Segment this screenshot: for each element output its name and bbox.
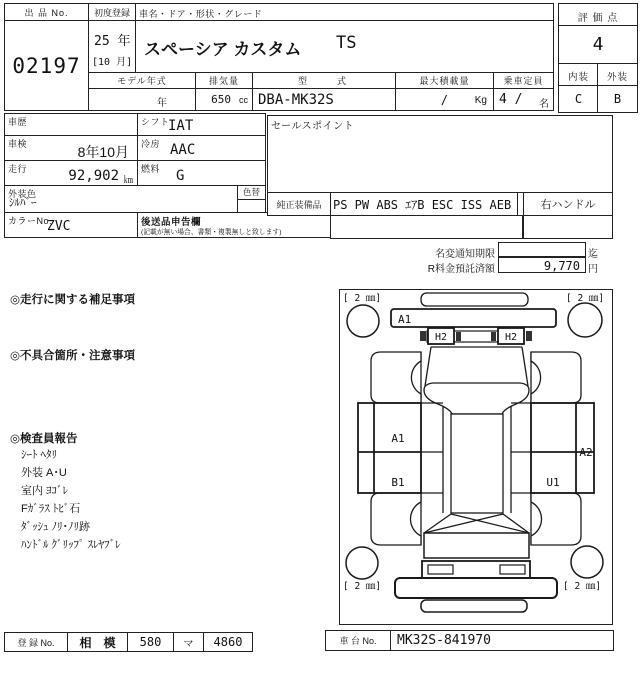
inspector-item: ｼｰﾄ ﾍﾀﾘ <box>21 449 58 461</box>
left-side-panels <box>358 403 421 493</box>
registration-class: 580 <box>139 635 162 649</box>
equipment-empty-cell <box>330 215 523 239</box>
mark-door-front-left: A1 <box>391 432 405 445</box>
tread-rear-right: [ 2 ㎜] <box>563 581 602 592</box>
displacement-value: 650 <box>211 93 231 106</box>
recycle-fee-value: 9,770 <box>543 259 580 273</box>
score-value: 4 <box>592 34 604 55</box>
equipment-label-cell <box>267 192 331 216</box>
score-label: 評 価 点 <box>577 13 619 24</box>
chassis-label: 車 台 No. <box>339 636 377 646</box>
history-cell <box>4 113 138 136</box>
steering-empty-cell <box>523 215 613 239</box>
exterior-color-cell <box>4 185 238 213</box>
inspector-report-list <box>21 446 121 554</box>
name-change-box <box>498 242 586 257</box>
model-year-value: 年 <box>157 98 167 109</box>
fuel-label: 燃料 <box>141 164 161 174</box>
steering-value: 右ハンドル <box>540 199 596 211</box>
running-notes-heading: ◎走行に関する補足事項 <box>10 294 136 306</box>
name-change-unit: 迄 <box>588 249 598 260</box>
color-no-cell <box>4 212 138 238</box>
mark-sill-right: A2 <box>579 446 593 459</box>
interior-label: 内装 <box>567 72 589 83</box>
exterior-label: 外装 <box>606 72 628 83</box>
capacity-label: 乗車定員 <box>503 76 544 86</box>
inspection-value: 8年10月 <box>77 144 129 160</box>
inspector-report-heading: ◎検査員報告 <box>10 433 78 445</box>
hood <box>425 347 528 386</box>
rear-window <box>424 514 529 533</box>
exterior-color-label: 外装色 <box>8 189 37 199</box>
sales-point-label: セールスポイント <box>271 121 355 132</box>
model-code-header <box>252 72 396 89</box>
tread-front-left: [ 2 ㎜] <box>343 293 382 304</box>
inspection-label: 車検 <box>8 139 28 149</box>
model-year-header <box>88 72 196 89</box>
registration-kana: マ <box>183 638 194 650</box>
equipment-label: 純正装備品 <box>276 199 322 210</box>
registration-area: 相 模 <box>79 635 116 650</box>
car-grade: TS <box>336 33 357 53</box>
score-header <box>558 3 638 26</box>
chassis-value: MK32S-841970 <box>397 633 491 648</box>
defects-heading: ◎不具合箇所・注意事項 <box>10 350 136 362</box>
tail-panel <box>422 561 530 578</box>
shift-label: シフト <box>141 117 170 127</box>
wheel-rear-left <box>346 547 378 579</box>
aircon-cell <box>137 135 266 161</box>
payload-value: / <box>440 93 448 107</box>
exterior-header <box>597 63 638 86</box>
mark-headlight-right: H2 <box>504 332 518 343</box>
mark-headlight-left: H2 <box>434 332 448 343</box>
registration-kana-cell <box>173 632 204 652</box>
sales-point-box <box>267 115 613 193</box>
mileage-label: 走行 <box>8 164 28 174</box>
lot-no-header <box>4 3 89 21</box>
mark-door-right: U1 <box>546 476 560 489</box>
inspection-cell <box>4 135 138 161</box>
car-damage-diagram <box>340 290 611 623</box>
front-bumper-bar <box>391 309 556 327</box>
name-change-label: 名変通知期限 <box>435 249 495 260</box>
payload-unit: Kg <box>474 95 487 106</box>
model-code-value: DBA-MK32S <box>258 92 334 108</box>
registration-class-cell <box>127 632 174 652</box>
front-bumper-top <box>421 293 528 306</box>
car-outline <box>346 293 603 612</box>
wheel-front-left <box>347 305 379 337</box>
roof <box>451 414 503 513</box>
lot-no-cell <box>4 20 89 111</box>
capacity-cell <box>493 88 554 111</box>
fender-rear-left <box>371 493 421 545</box>
registration-label: 登 録 No. <box>17 637 55 648</box>
payload-cell <box>395 88 494 111</box>
score-cell <box>558 25 638 64</box>
damage-diagram-box <box>339 289 613 625</box>
exterior-grade-cell <box>597 85 638 113</box>
rear-bumper-bar <box>395 578 557 598</box>
fender-front-right <box>531 352 581 403</box>
model-year-cell <box>88 88 196 111</box>
lot-number: 02197 <box>12 53 81 78</box>
late-items-label: 後送品申告欄 <box>141 217 202 228</box>
capacity-header <box>493 72 554 89</box>
displacement-header <box>195 72 253 89</box>
registration-area-cell <box>67 632 128 652</box>
first-registration-month: [10 月] <box>92 57 133 68</box>
fuel-value: G <box>176 168 185 184</box>
exterior-color-value: ｼﾙﾊﾞｰ <box>9 197 37 209</box>
recycle-fee-box <box>498 257 586 273</box>
shift-cell <box>137 113 266 136</box>
capacity-unit: 名 <box>539 99 549 110</box>
aircon-value: AAC <box>170 142 196 158</box>
fuel-cell <box>137 160 266 186</box>
equipment-value: PS PW ABS ｴｱB ESC ISS AEB <box>333 197 512 212</box>
late-items-note: (記載が無い場合、書類・複製無しと致します) <box>141 229 282 236</box>
wheel-front-right <box>568 303 602 337</box>
wheel-rear-right <box>571 546 603 578</box>
fender-rear-right <box>531 493 581 545</box>
steering-cell <box>523 192 613 216</box>
first-registration-header <box>88 3 136 21</box>
displacement-label: 排気量 <box>208 76 239 86</box>
inspector-item: 室内 ﾖｺﾞﾚ <box>21 485 69 497</box>
history-label: 車歴 <box>8 117 28 127</box>
recycle-fee-unit: 円 <box>588 264 598 275</box>
shift-value: IAT <box>168 118 194 134</box>
windshield <box>424 383 529 414</box>
inspector-item: Fｶﾞﾗｽ ﾄﾋﾞ石 <box>21 503 81 515</box>
recycle-fee-label: R料金預託済額 <box>427 264 495 275</box>
tread-front-right: [ 2 ㎜] <box>566 293 605 304</box>
first-registration-label: 初度登録 <box>93 8 130 18</box>
registration-number: 4860 <box>213 635 243 649</box>
model-code-label: 型 式 <box>297 76 350 86</box>
mark-front-bumper: A1 <box>398 313 412 326</box>
equipment-value-cell <box>330 192 518 216</box>
mileage-cell <box>4 160 138 186</box>
interior-header <box>558 63 599 86</box>
displacement-unit: cc <box>239 95 248 105</box>
first-registration-cell <box>88 20 136 73</box>
color-no-label: カラーNo. <box>8 216 53 226</box>
first-registration-year: 25 年 <box>94 34 131 49</box>
mileage-unit: ㎞ <box>123 175 133 185</box>
chassis-value-cell <box>390 630 614 651</box>
aircon-label: 冷房 <box>141 139 161 149</box>
rear-gate <box>424 533 529 558</box>
interior-grade: C <box>574 92 583 106</box>
interior-grade-cell <box>558 85 599 113</box>
rear-bumper-bottom <box>421 600 527 612</box>
payload-label: 最大積載量 <box>419 76 470 86</box>
car-name-header <box>135 3 554 21</box>
chassis-label-cell <box>325 630 391 651</box>
color-change-cell <box>237 185 266 213</box>
inspector-item: ﾀﾞｯｼｭ ﾉﾘ･ﾉﾘ跡 <box>21 521 91 533</box>
inspector-item: 外装 A･U <box>21 467 67 479</box>
registration-number-cell <box>203 632 253 652</box>
color-change-label: 色替 <box>238 186 265 200</box>
tread-rear-left: [ 2 ㎜] <box>343 581 382 592</box>
model-code-cell <box>252 88 396 111</box>
displacement-cell <box>195 88 253 111</box>
fender-front-left <box>371 352 421 403</box>
inspector-item: ﾊﾝﾄﾞﾙ ｸﾞﾘｯﾌﾟ ｽﾚﾔﾌﾞﾚ <box>21 539 121 551</box>
car-name: スペーシア カスタム <box>144 40 302 59</box>
mark-door-rear-left: B1 <box>391 476 405 489</box>
mileage-value: 92,902 <box>68 168 119 184</box>
lot-no-label: 出 品 No. <box>24 8 69 18</box>
payload-header <box>395 72 494 89</box>
exterior-grade: B <box>613 92 622 106</box>
car-name-label: 車名・ドア・形状・グレード <box>139 9 263 19</box>
car-name-cell <box>135 20 554 73</box>
model-year-label: モデル年式 <box>117 76 167 86</box>
registration-label-cell <box>4 632 68 652</box>
color-no-value: ZVC <box>47 219 71 234</box>
capacity-value: 4 / <box>499 92 523 107</box>
